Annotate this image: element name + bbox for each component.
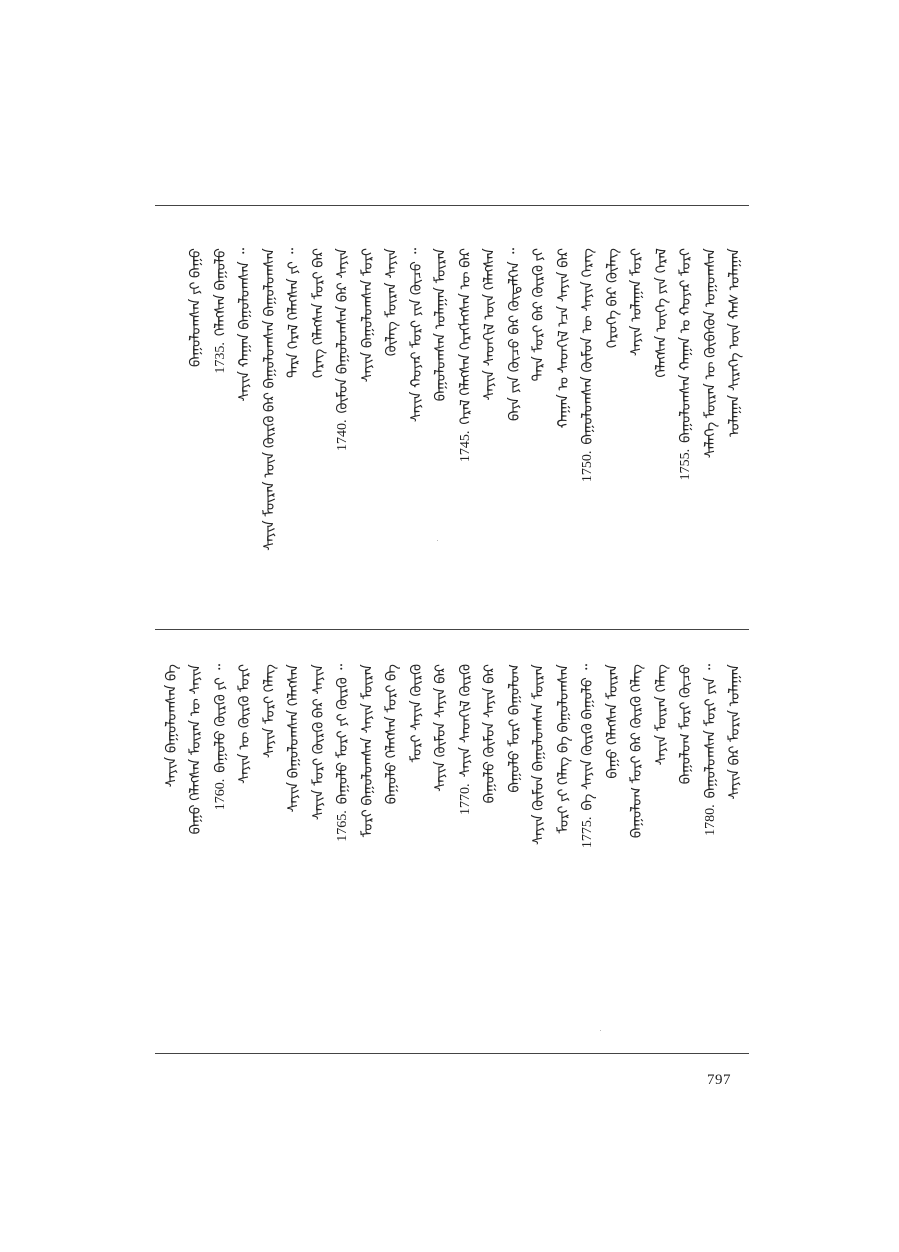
line-number: 1760.: [212, 778, 228, 811]
text-column: [676, 664, 696, 784]
verse-line: ᠪᠠᠭᠤᠯᠤ ᠬᠦᠮᠦᠨ ᠰᠠᠶᠢᠨ ᠪᠡᠷ: [482, 664, 498, 804]
verse-line: ᠬᠡᠷᠦᠭᠡ ᠪᠡᠷ ᠬᠥᠯᠡᠭ: [604, 248, 621, 349]
text-column: [505, 248, 525, 421]
verse-line: ᠰᠠᠶᠢᠨ ᠰᠡᠳᠬᠢᠯ ᠬᠦᠷᠬᠦ: [457, 664, 474, 778]
verse-line: ᠰᠠᠶᠢᠨ ᠪᠠᠭᠤᠯᠤᠭᠰᠠᠨ ᠪᠡ: [163, 664, 180, 788]
text-column: [235, 664, 255, 784]
text-column: [578, 664, 598, 848]
verse-line: ᠰᠠᠶᠢᠨ ᠬᠣᠶᠠᠷ ᠮᠣᠷᠢ ᠶᠢᠨ ᠬᠦᠴᠦ ᠃: [408, 248, 425, 423]
text-column: [186, 664, 206, 834]
verse-line: ᠬᠥᠯᠡᠭ ᠮᠥᠷᠡᠨ ᠰᠠᠶᠢᠨ: [384, 248, 400, 357]
text-column: [603, 664, 623, 779]
verse-line: ᠰᠠᠶᠢᠨ ᠮᠣᠷᠢ ᠬᠦᠷᠬᠦ ᠪᠡᠷ ᠰᠠᠶᠢᠨ: [310, 664, 327, 821]
text-column: [529, 248, 549, 381]
verse-line: ᠰᠡᠯᠡᠭᠡ ᠮᠥᠷᠡᠨ ᠦ ᠬᠥᠪᠡᠭᠦᠨ ᠤᠭᠤᠭᠰᠠᠨ: [702, 248, 719, 459]
verse-line: ᠰᠠᠶᠢᠨ ᠮᠥᠷᠡᠨ ᠬᠡᠯᠡᠭ: [653, 664, 670, 766]
verse-line: ᠪᠠᠭᠤᠯᠤ ᠬᠡᠯᠡᠭᠰᠡᠨ ᠮᠣᠷᠢ ᠪᠡ: [384, 664, 400, 805]
text-column: [407, 664, 427, 762]
verse-line: ᠰᠠᠶᠢᠨ ᠪᠠᠷ ᠮᠣᠷᠢᠨ ᠤᠯᠠᠭᠠᠨ: [727, 664, 743, 800]
verse-line: ᠪᠠᠭᠤ ᠬᠡᠯᠡᠭᠰᠡᠨ ᠮᠥᠷᠡᠨ ᠦ ᠰᠠᠶᠢᠨ: [188, 664, 204, 835]
text-column: [333, 248, 353, 451]
text-column: [456, 664, 476, 815]
verse-line: ᠰᠠᠶᠢᠨ ᠮᠣᠷᠢ ᠬᠡᠯᠡᠭ: [261, 664, 278, 759]
verse-line: ᠪᠠᠭᠤ ᠬᠡᠯᠡᠭᠰᠡᠨ ᠮᠥᠷᠡᠨ: [604, 664, 621, 779]
verse-line: ᠮᠣᠷᠢ ᠶᠢ ᠬᠡᠯᠡᠭ ᠪᠡ ᠪᠠᠭᠤᠯᠤᠭᠰᠠᠨ: [555, 664, 572, 834]
verse-line: ᠪᠠ ᠰᠠᠶᠢᠨ ᠬᠦᠷᠬᠦ ᠪᠠᠭᠤᠯᠤ ᠃: [580, 664, 596, 811]
text-column: [480, 664, 500, 803]
text-column: [627, 664, 647, 838]
text-column: [235, 248, 255, 402]
text-column: [554, 664, 574, 834]
verse-line: ᠰᠠᠶᠢᠨ ᠮᠥᠷᠡᠨ ᠦᠨ ᠬᠦᠷᠬᠦ ᠪᠡᠷ ᠪᠠᠭᠤᠯᠤᠭᠰᠠᠨ ᠪᠠᠭᠤᠯᠤᠭᠰᠠᠨ: [261, 248, 278, 551]
verse-line: ᠮᠣᠷᠢ ᠰᠠᠶᠢᠨ ᠬᠦᠷᠬᠦ: [408, 664, 425, 763]
verse-line: ᠮᠣᠷᠢ ᠪᠠᠭᠤᠯᠤᠭᠰᠠᠨ ᠰᠠᠶᠢᠨ ᠮᠥᠷᠡᠨ: [359, 664, 376, 838]
line-number: 1750.: [580, 450, 595, 483]
text-column: [480, 248, 500, 401]
text-column: [284, 248, 304, 378]
verse-line: ᠰᠠᠶᠢᠨ ᠪᠠᠭᠤᠯᠤᠭᠰᠠᠨ ᠮᠣᠷᠢ: [359, 248, 376, 383]
line-number: 1735.: [212, 342, 228, 374]
text-column: [162, 664, 182, 787]
text-column: [676, 248, 696, 480]
text-column: [627, 248, 647, 356]
verse-line: ᠪᠠᠭᠤᠯᠤ ᠬᠦᠷᠬᠦ ᠶᠢ ᠃: [212, 664, 229, 773]
verse-line: ᠰᠠᠶᠢᠨ ᠪᠠᠭᠤᠯᠤᠭᠰᠠᠨ ᠬᠡᠯᠡᠭᠰᠡᠨ: [286, 664, 302, 813]
verse-line: ᠤᠯᠠᠭᠠᠨ ᠰᠢᠷᠡᠭᠡ ᠦᠨ ᠬᠠᠰ ᠤᠯᠠᠭᠠᠨ: [727, 248, 743, 437]
verse-line: ᠬᠡᠯᠡᠭᠰᠡᠨ ᠦᠭᠡ ᠶᠢᠨ ᠭᠡᠷᠡᠯ: [653, 248, 670, 378]
text-column: [186, 248, 206, 367]
text-column: [211, 664, 231, 810]
text-column: [358, 664, 378, 837]
text-column: [333, 664, 353, 842]
text-column: [431, 248, 451, 401]
verse-line: ᠪᠠᠭᠤᠯᠤᠭᠰᠠᠨ ᠮᠣᠷᠢ ᠶᠢᠨ ᠃: [702, 664, 719, 799]
verse-line: ᠪᠠᠭᠤᠯᠤᠭ ᠮᠣᠷᠢ ᠬᠦᠴᠦ: [678, 664, 694, 785]
middle-rule: [155, 629, 749, 630]
text-column: [603, 248, 623, 348]
text-column: [456, 248, 476, 462]
upper-text-block: [160, 248, 743, 551]
text-column: [652, 664, 672, 765]
text-column: [407, 248, 427, 422]
text-column: [701, 248, 721, 458]
verse-line: ᠬᠦᠮᠦᠨ ᠪᠠᠭᠤᠯᠤᠭᠰᠠᠨ ᠪᠡᠷ ᠰᠠᠶᠢᠨ: [335, 248, 351, 414]
verse-line: ᠰᠠᠶᠢᠨ ᠤᠯᠠᠭᠠᠨ ᠮᠣᠷᠢ: [629, 248, 645, 357]
line-number: 1745.: [457, 430, 473, 463]
text-column: [382, 248, 402, 356]
text-column: [701, 664, 721, 836]
verse-line: ᠰᠠᠶᠢᠨ ᠬᠠᠭᠠᠨ ᠪᠠᠭᠤᠯᠤᠭᠰᠠᠨ ᠃: [237, 248, 253, 402]
text-column: [725, 664, 745, 800]
text-column: [211, 248, 231, 374]
text-column: [358, 248, 378, 382]
text-column: [652, 248, 672, 378]
text-column: [284, 664, 304, 812]
top-rule: [155, 205, 749, 206]
text-column: [260, 248, 280, 551]
verse-line: ᠪᠠᠭᠤᠯᠤᠭᠰᠠᠨ ᠤᠯᠠᠭᠠᠨ ᠮᠥᠷᠡᠨ: [433, 248, 449, 402]
text-column: [554, 248, 574, 428]
text-column: [309, 248, 329, 378]
verse-line: ᠪᠠᠭᠤᠯᠤᠭᠰᠠᠨ ᠬᠠᠭᠠᠨ ᠤ ᠬᠣᠶᠠᠷ ᠮᠣᠷᠢ: [678, 248, 694, 443]
verse-line: ᠬᠡᠯᠡᠭᠰᠡᠨ ᠪᠠᠭᠤᠯᠤ: [212, 248, 229, 337]
verse-line: ᠪᠠᠭᠤᠯᠤᠭᠰᠠᠨ ᠬᠦᠮᠦᠨ ᠦ ᠰᠠᠶᠢᠨ ᠬᠡᠷᠡᠭ: [580, 248, 596, 445]
line-number: 1755.: [678, 448, 693, 481]
verse-line: ᠲᠡᠷᠡ ᠮᠣᠷᠢ ᠪᠠᠷ ᠬᠦᠷᠬᠦ ᠶᠢ: [531, 248, 547, 382]
page-number: 797: [707, 1072, 731, 1088]
verse-line: ᠪᠠᠭᠤᠯᠤᠭ ᠮᠣᠷᠢ ᠪᠡᠷ ᠬᠦᠷᠬᠦ ᠬᠡᠯᠡᠭ: [629, 664, 645, 839]
text-column: [505, 664, 525, 793]
text-column: [382, 664, 402, 804]
verse-line: ᠪᠠᠭᠤᠯᠤ ᠮᠣᠷᠢ ᠪᠠᠭᠤᠯᠤᠭ: [506, 664, 523, 793]
text-column: [260, 664, 280, 758]
text-column: [309, 664, 329, 820]
line-number: 1780.: [702, 804, 718, 836]
lower-text-block: [160, 664, 743, 964]
scan-speck: [437, 540, 438, 541]
bottom-rule: [155, 1053, 749, 1054]
line-number: 1770.: [457, 783, 473, 815]
verse-line: ᠰᠠᠶᠢᠨ ᠬᠦᠮᠦᠨ ᠰᠠᠶᠢᠨ ᠪᠡᠷ: [433, 664, 449, 792]
line-number: 1740.: [335, 419, 350, 451]
verse-line: ᠭᠡᠷᠡᠯ ᠬᠡᠯᠡᠭᠰᠡᠨ ᠬᠡᠷᠡᠭᠯᠡᠭᠰᠡᠨ ᠦ ᠪᠡᠷ: [457, 248, 474, 425]
verse-line: ᠪᠠᠭᠤᠯᠤᠭᠰᠠᠨ ᠶᠢ ᠪᠠᠭᠤ: [188, 248, 204, 368]
text-column: [578, 248, 598, 482]
line-number: 1765.: [335, 810, 350, 842]
verse-line: ᠪᠠᠭᠤᠯᠤ ᠮᠣᠷᠢ ᠶᠢ ᠬᠦᠷᠬᠦ ᠃: [335, 664, 351, 805]
verse-line: ᠰᠠᠶᠢᠨ ᠬᠦᠮᠦᠨ ᠪᠠᠭᠤᠯᠤᠭᠰᠠᠨ ᠮᠥᠷᠡᠨ: [531, 664, 547, 845]
text-column: [431, 664, 451, 792]
verse-line: ᠰᠠᠶᠢᠨ ᠦ ᠬᠦᠷᠬᠦ ᠮᠣᠷᠢ: [237, 664, 253, 784]
scan-speck: [600, 1030, 601, 1031]
text-column: [529, 664, 549, 845]
verse-line: ᠰᠠᠶᠢᠨ ᠰᠡᠳᠬᠢᠯ ᠦᠨ ᠬᠡᠯᠡᠭᠰᠡᠨ: [482, 248, 498, 401]
verse-line: ᠬᠡᠷᠡᠭ ᠬᠡᠯᠡᠭᠰᠡᠨ ᠮᠣᠷᠢ ᠪᠠᠷ: [310, 248, 327, 379]
verse-line: ᠲᠡᠷᠡ ᠭᠡᠷᠡᠯ ᠬᠡᠯᠡᠭᠰᠡᠨ ᠶᠢ ᠃: [286, 248, 302, 379]
text-column: [725, 248, 745, 437]
line-number: 1775.: [580, 816, 595, 849]
verse-line: ᠬᠠᠭᠠᠨ ᠤ ᠰᠡᠳᠬᠢᠯ ᠡᠴᠡ ᠰᠠᠶᠢᠨ ᠪᠡᠷ: [555, 248, 572, 429]
verse-line: ᠪᠡᠶᠡ ᠶᠢᠨ ᠬᠦᠴᠦ ᠪᠡᠷ ᠬᠥᠳᠡᠯᠭᠡᠨ ᠃: [506, 248, 523, 421]
